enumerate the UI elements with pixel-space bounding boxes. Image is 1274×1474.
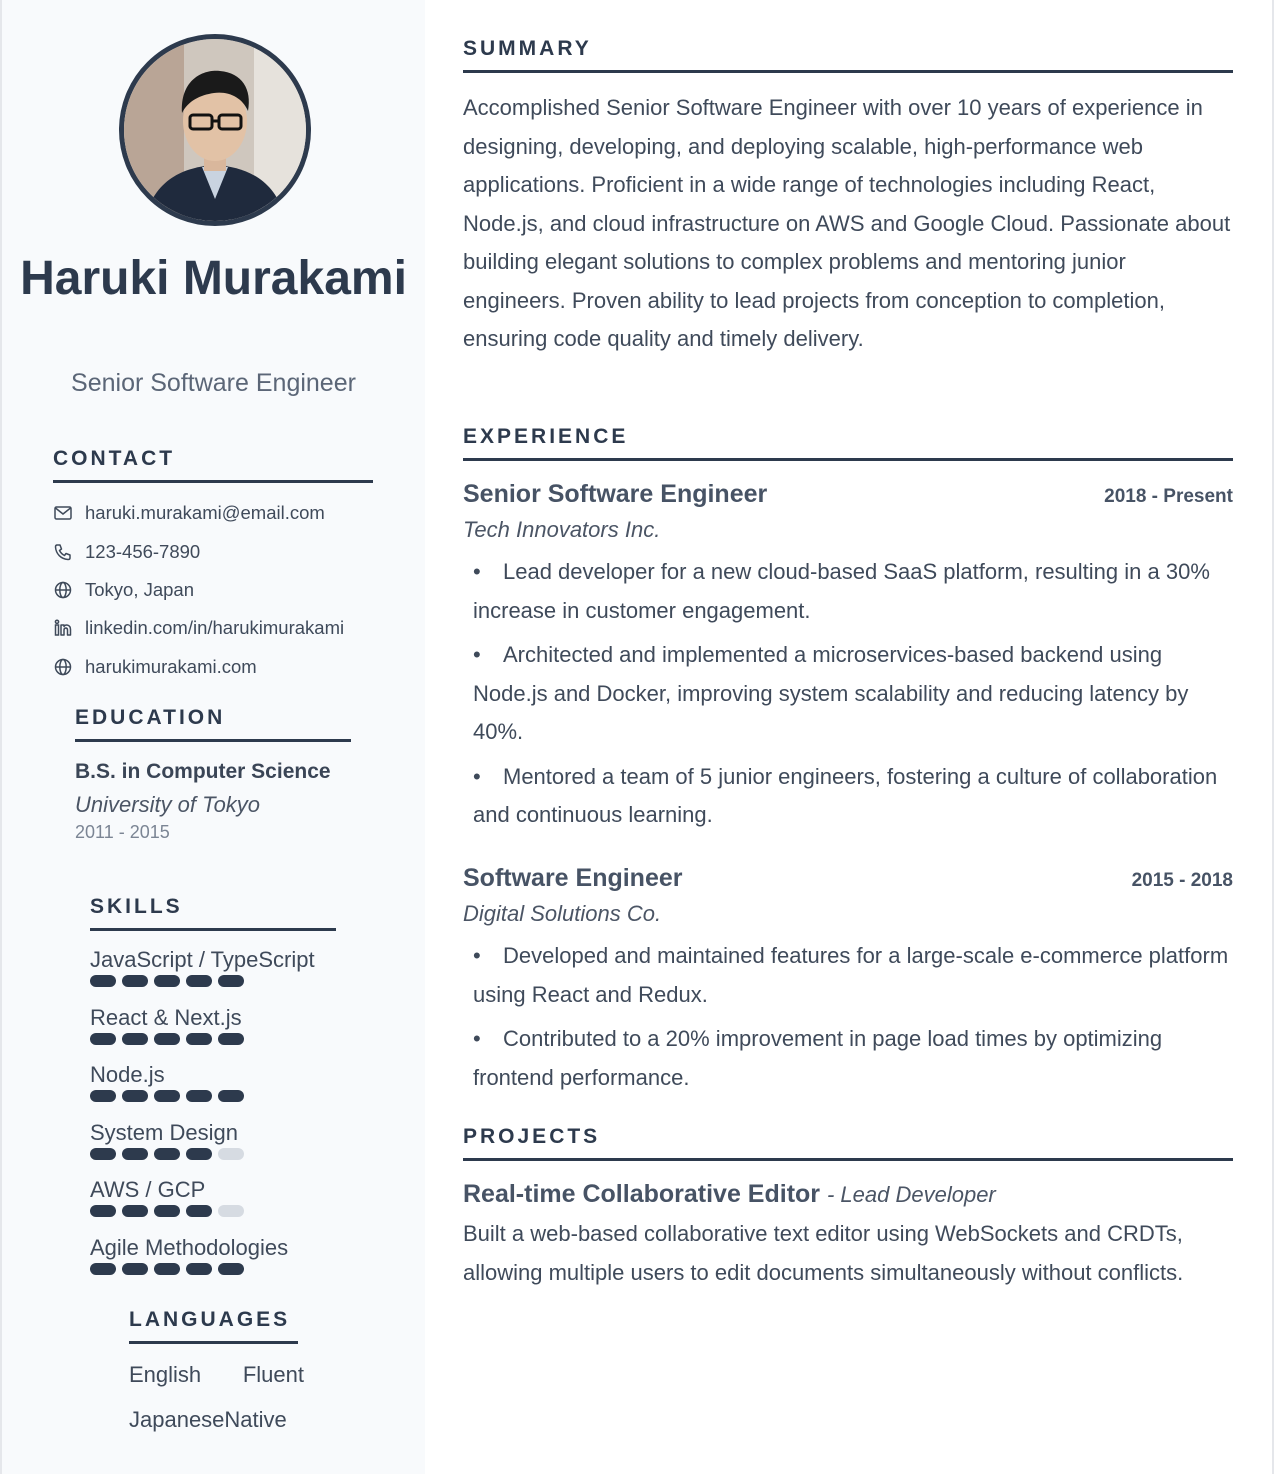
skill-dot-filled (154, 1033, 180, 1045)
skill-dot-filled (122, 1205, 148, 1217)
contact-website[interactable] (53, 648, 393, 686)
skill-level-meter (90, 1148, 340, 1160)
skill-dot-filled (218, 1263, 244, 1275)
job-2-title: Software Engineer (463, 864, 683, 892)
skill-item (90, 1061, 340, 1119)
job-2-company: Digital Solutions Co. (463, 901, 662, 926)
job-1-dates: 2018 - Present (1104, 486, 1233, 507)
skill-dot-filled (90, 1090, 116, 1102)
project-name: Real-time Collaborative Editor (463, 1180, 821, 1208)
skill-level-meter (90, 975, 340, 987)
skill-dot-filled (186, 1033, 212, 1045)
summary-heading: SUMMARY (463, 37, 1233, 73)
skill-level-meter (90, 1033, 340, 1045)
skill-dot-filled (90, 1205, 116, 1217)
education-years: 2011 - 2015 (75, 822, 170, 842)
skill-item (90, 1119, 340, 1177)
skills-heading: SKILLS (90, 895, 336, 931)
skill-dot-filled (186, 1263, 212, 1275)
education-degree: B.S. in Computer Science (75, 760, 331, 783)
language-name: English (129, 1362, 202, 1387)
skill-name: Node.js (90, 1062, 165, 1088)
skill-name: AWS / GCP (90, 1177, 206, 1203)
skill-dot-filled (122, 1033, 148, 1045)
globe-icon (53, 657, 73, 677)
skill-dot-empty (218, 1148, 244, 1160)
contact-email[interactable] (53, 494, 393, 532)
project-role: - Lead Developer (826, 1182, 996, 1207)
language-row (129, 1358, 304, 1403)
list-item: • Mentored a team of 5 junior engineers, fostering a culture of collaboration and continuous learning. (473, 758, 1233, 835)
skill-dot-filled (90, 1033, 116, 1045)
skill-dot-filled (90, 975, 116, 987)
skill-dot-filled (218, 975, 244, 987)
avatar (119, 34, 311, 226)
list-item: • Architected and implemented a microservices-based backend using Node.js and Docker, improving system scalability and reducing latency by 40%. (473, 636, 1233, 752)
skill-dot-filled (90, 1148, 116, 1160)
contact-website-text: harukimurakami.com (85, 655, 257, 677)
skill-dot-empty (218, 1205, 244, 1217)
skill-name: JavaScript / TypeScript (90, 947, 315, 972)
skills-list (90, 946, 340, 1292)
contact-phone-text: 123-456-7890 (85, 540, 201, 562)
job-title: Senior Software Engineer (71, 369, 356, 397)
skill-dot-filled (218, 1033, 244, 1045)
contact-location-text: Tokyo, Japan (85, 578, 195, 600)
languages-heading: LANGUAGES (129, 1308, 298, 1344)
education-school: University of Tokyo (75, 792, 261, 817)
list-item: • Lead developer for a new cloud-based SaaS platform, resulting in a 30% increase in customer engagement. (473, 553, 1233, 630)
education-heading: EDUCATION (75, 706, 351, 742)
skill-dot-filled (122, 1263, 148, 1275)
list-item: • Developed and maintained features for a large-scale e-commerce platform using React and Redux. (473, 937, 1233, 1014)
languages-list (129, 1358, 304, 1448)
skill-dot-filled (218, 1090, 244, 1102)
contact-linkedin-text: linkedin.com/in/harukimurakami (85, 617, 345, 639)
skill-item (90, 1176, 340, 1234)
skill-item (90, 1234, 340, 1292)
project-description: Built a web-based collaborative text editor using WebSockets and CRDTs, allowing multiple users to edit documents simultaneously without conflicts. (463, 1221, 1184, 1285)
list-item: • Contributed to a 20% improvement in page load times by optimizing frontend performance. (473, 1020, 1233, 1097)
skill-level-meter (90, 1090, 340, 1102)
skill-dot-filled (154, 1148, 180, 1160)
skill-dot-filled (186, 1148, 212, 1160)
skill-level-meter (90, 1205, 340, 1217)
skill-name: System Design (90, 1119, 238, 1145)
skill-dot-filled (186, 975, 212, 987)
sidebar (2, 0, 425, 1474)
skill-dot-filled (122, 975, 148, 987)
job-1-company: Tech Innovators Inc. (463, 517, 661, 542)
contact-phone[interactable] (53, 532, 393, 570)
contact-linkedin[interactable] (53, 609, 393, 647)
job-1-bullets (473, 553, 1233, 841)
contact-email-text: haruki.murakami@email.com (85, 502, 325, 524)
language-row (129, 1403, 304, 1448)
skill-name: Agile Methodologies (90, 1234, 289, 1260)
job-1-title: Senior Software Engineer (463, 480, 768, 508)
profile-photo-icon (124, 39, 306, 221)
skill-item (90, 946, 340, 1004)
skill-name: React & Next.js (90, 1004, 242, 1030)
skill-dot-filled (90, 1263, 116, 1275)
contact-list (53, 494, 393, 686)
language-level: Native (224, 1407, 287, 1432)
skill-dot-filled (154, 1090, 180, 1102)
skill-dot-filled (186, 1205, 212, 1217)
language-level: Fluent (242, 1362, 304, 1387)
job-2-dates: 2015 - 2018 (1131, 870, 1233, 891)
language-name: Japanese (129, 1407, 225, 1432)
skill-dot-filled (186, 1090, 212, 1102)
skill-dot-filled (154, 1263, 180, 1275)
contact-heading: CONTACT (53, 447, 373, 483)
summary-text: Accomplished Senior Software Engineer with over 10 years of experience in designing, developing, and deploying scalable, high-performance web applications. Proficient in a wide range of technologies including React, Node.js, and cloud infrastructure on AWS and Google Cloud. Passionate about building elegant solutions to complex problems and mentoring junior engineers. Proven ability to lead projects from conception to completion, ensuring code quality and timely delivery. (463, 95, 1231, 351)
mail-icon (53, 503, 73, 523)
full-name: Haruki Murakami (20, 252, 407, 305)
skill-dot-filled (122, 1148, 148, 1160)
job-2-bullets (473, 937, 1233, 1103)
skill-item (90, 1004, 340, 1062)
experience-heading: EXPERIENCE (463, 425, 1233, 461)
projects-heading: PROJECTS (463, 1125, 1233, 1161)
contact-location (53, 571, 393, 609)
skill-dot-filled (154, 975, 180, 987)
linkedin-icon (53, 618, 73, 638)
phone-icon (53, 542, 73, 562)
project-title (463, 1180, 996, 1209)
skill-dot-filled (122, 1090, 148, 1102)
globe-icon (53, 580, 73, 600)
skill-level-meter (90, 1263, 340, 1275)
skill-dot-filled (154, 1205, 180, 1217)
